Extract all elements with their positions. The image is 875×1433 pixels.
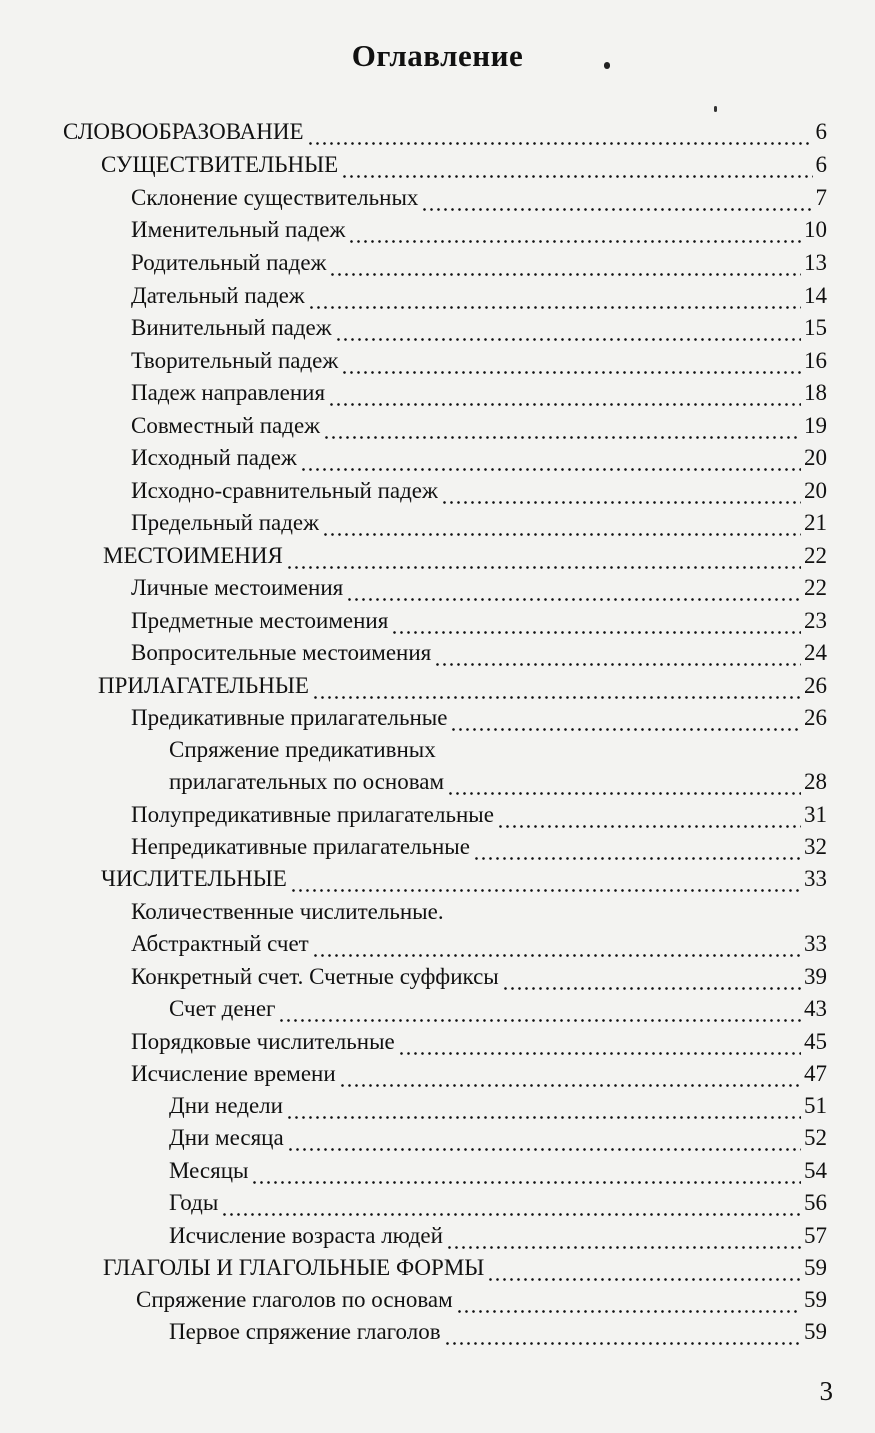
toc-entry-label: Первое спряжение глаголов	[169, 1319, 441, 1344]
toc-entry[interactable]	[131, 702, 827, 734]
toc-page-number: 54	[804, 1158, 827, 1183]
toc-entry[interactable]	[131, 475, 827, 507]
toc-entry[interactable]	[169, 1155, 827, 1187]
toc-entry-label: Порядковые числительные	[131, 1029, 395, 1054]
toc-entry[interactable]	[131, 799, 827, 831]
toc-page-number: 32	[804, 834, 827, 859]
dot-leader	[446, 1220, 801, 1252]
dot-leader	[502, 961, 801, 993]
page-title: Оглавление	[351, 38, 524, 73]
toc-page-number: 57	[804, 1223, 827, 1248]
toc-page-number: 16	[804, 348, 827, 373]
toc-entry-label: Склонение существительных	[131, 185, 419, 210]
toc-entry-label: ГЛАГОЛЫ И ГЛАГОЛЬНЫЕ ФОРМЫ	[103, 1255, 485, 1280]
dot-leader	[339, 1058, 801, 1090]
toc-page-number: 13	[804, 250, 827, 275]
toc-page-number: 26	[804, 673, 827, 698]
toc-page-number: 26	[804, 705, 827, 730]
toc-page-number: 45	[804, 1029, 827, 1054]
toc-entry[interactable]	[131, 182, 827, 214]
toc-entry[interactable]	[131, 605, 827, 637]
dot-leader	[335, 312, 801, 344]
dot-leader	[251, 1155, 801, 1187]
toc-page-number: 14	[804, 283, 827, 308]
toc-page-number: 19	[804, 413, 827, 438]
toc-entry-label: Исчисление возраста людей	[169, 1223, 443, 1248]
toc-entry[interactable]	[103, 540, 827, 572]
toc-page-number: 33	[804, 866, 827, 891]
toc-entry-label: Вопросительные местоимения	[131, 640, 432, 665]
toc-entry-label: Полупредикативные прилагательные	[131, 802, 494, 827]
toc-entry[interactable]	[169, 766, 827, 798]
toc-entry[interactable]	[131, 637, 827, 669]
toc-entry-label: Предикативные прилагательные	[131, 705, 448, 730]
dot-leader	[329, 247, 801, 279]
toc-entry-label: Абстрактный счет	[131, 931, 309, 956]
toc-entry-label: Дни месяца	[169, 1125, 284, 1150]
dot-leader	[497, 799, 801, 831]
toc-entry-label: Спряжение предикативных	[169, 737, 436, 762]
toc-page-number: 6	[815, 119, 827, 144]
toc-entry[interactable]	[131, 1026, 827, 1058]
toc-entry-label: СЛОВООБРАЗОВАНИЕ	[63, 119, 304, 144]
toc-page-number: 28	[804, 769, 827, 794]
toc-entry-label: ПРИЛАГАТЕЛЬНЫЕ	[98, 673, 309, 698]
toc-page-number: 59	[804, 1287, 827, 1312]
dot-leader	[421, 182, 812, 214]
toc-page-number: 18	[804, 380, 827, 405]
toc-entry[interactable]	[101, 149, 827, 181]
dot-leader	[441, 475, 801, 507]
dot-leader	[300, 442, 801, 474]
toc-entry-label: Совместный падеж	[131, 413, 321, 438]
toc-page-number: 20	[804, 478, 827, 503]
toc-entry[interactable]	[98, 670, 827, 702]
toc-page-number: 22	[804, 543, 827, 568]
toc-entry-label: Предельный падеж	[131, 510, 320, 535]
toc-entry[interactable]	[131, 410, 827, 442]
toc-page-number: 56	[804, 1190, 827, 1215]
toc-page-number: 59	[804, 1255, 827, 1280]
toc-entry[interactable]	[131, 280, 827, 312]
toc-page-number: 23	[804, 608, 827, 633]
dot-leader	[323, 410, 801, 442]
toc-entry[interactable]	[63, 116, 827, 148]
toc-entry[interactable]	[131, 1058, 827, 1090]
dot-leader	[312, 928, 801, 960]
toc-entry-label: Винительный падеж	[131, 315, 332, 340]
toc-entry-label: Именительный падеж	[131, 217, 346, 242]
dot-leader	[473, 831, 801, 863]
toc-page-number: 15	[804, 315, 827, 340]
toc-entry-label: Месяцы	[169, 1158, 249, 1183]
toc-page-number: 31	[804, 802, 827, 827]
toc-page-number: 6	[815, 152, 827, 177]
toc-entry[interactable]	[131, 928, 827, 960]
page-number: 3	[819, 1376, 833, 1406]
toc-page-number: 7	[815, 185, 827, 210]
toc-entry-label: прилагательных по основам	[169, 769, 445, 794]
dot-leader	[328, 377, 801, 409]
toc-entry[interactable]	[131, 896, 827, 928]
toc-entry[interactable]	[169, 734, 827, 766]
toc-entry[interactable]	[169, 1316, 827, 1348]
toc-page-number: 52	[804, 1125, 827, 1150]
toc-entry-label: МЕСТОИМЕНИЯ	[103, 543, 283, 568]
ink-speck	[714, 106, 717, 112]
toc-entry[interactable]	[101, 863, 827, 895]
dot-leader	[398, 1026, 801, 1058]
toc-entry[interactable]	[131, 572, 827, 604]
toc-entry-label: Исходно-сравнительный падеж	[131, 478, 438, 503]
toc-entry-label: Дательный падеж	[131, 283, 305, 308]
dot-leader	[444, 1316, 801, 1348]
toc-page-number: 47	[804, 1061, 827, 1086]
toc-entry-label: Исходный падеж	[131, 445, 297, 470]
toc-entry[interactable]	[169, 993, 827, 1025]
dot-leader	[450, 702, 801, 734]
toc-entry-label: Родительный падеж	[131, 250, 327, 275]
toc-entry[interactable]	[169, 1187, 827, 1219]
toc-page-number: 51	[804, 1093, 827, 1118]
dot-leader	[287, 1122, 801, 1154]
toc-entry-label: Творительный падеж	[131, 348, 339, 373]
toc-page-number: 59	[804, 1319, 827, 1344]
dot-leader	[341, 149, 812, 181]
toc-entry-label: Предметные местоимения	[131, 608, 389, 633]
toc-entry-label: ЧИСЛИТЕЛЬНЫЕ	[101, 866, 287, 891]
toc-entry-label: СУЩЕСТВИТЕЛЬНЫЕ	[101, 152, 339, 177]
toc-page-number: 24	[804, 640, 827, 665]
dot-leader	[286, 540, 801, 572]
toc-entry[interactable]	[131, 831, 827, 863]
toc-entry[interactable]	[131, 247, 827, 279]
toc-entry-label: Конкретный счет. Счетные суффиксы	[131, 964, 499, 989]
toc-entry-label: Количественные числительные.	[131, 899, 444, 924]
toc-page-number: 22	[804, 575, 827, 600]
dot-leader	[221, 1187, 801, 1219]
dot-leader	[286, 1090, 801, 1122]
toc-entry-label: Падеж направления	[131, 380, 326, 405]
toc-entry[interactable]	[169, 1090, 827, 1122]
dot-leader	[312, 670, 801, 702]
toc-entry-label: Дни недели	[169, 1093, 283, 1118]
toc-page-number: 10	[804, 217, 827, 242]
dot-leader	[447, 766, 801, 798]
toc-page-number: 21	[804, 510, 827, 535]
dot-leader	[346, 572, 801, 604]
dot-leader	[456, 1284, 801, 1316]
ink-speck	[604, 62, 610, 69]
toc-entry[interactable]	[131, 214, 827, 246]
toc-entry[interactable]	[131, 312, 827, 344]
toc-entry-label: Непредикативные прилагательные	[131, 834, 470, 859]
toc-entry[interactable]	[131, 377, 827, 409]
toc-entry-label: Годы	[169, 1190, 219, 1215]
toc-entry[interactable]	[131, 961, 827, 993]
dot-leader	[341, 345, 801, 377]
dot-leader	[308, 280, 801, 312]
toc-entry-label: Счет денег	[169, 996, 276, 1021]
dot-leader	[348, 214, 801, 246]
toc-entry[interactable]	[169, 1122, 827, 1154]
toc-entry-label: Личные местоимения	[131, 575, 344, 600]
toc-page-number: 39	[804, 964, 827, 989]
toc-entry-label: Исчисление времени	[131, 1061, 336, 1086]
dot-leader	[290, 863, 801, 895]
toc-entry[interactable]	[131, 442, 827, 474]
dot-leader	[278, 993, 801, 1025]
toc-entry[interactable]	[103, 1252, 827, 1284]
toc-entry[interactable]	[131, 345, 827, 377]
toc-page-number: 20	[804, 445, 827, 470]
toc-page-number: 43	[804, 996, 827, 1021]
dot-leader	[322, 507, 801, 539]
toc-entry[interactable]	[169, 1220, 827, 1252]
toc-entry[interactable]	[131, 507, 827, 539]
toc-entry[interactable]	[136, 1284, 827, 1316]
toc-page-number: 33	[804, 931, 827, 956]
toc-entry-label: Спряжение глаголов по основам	[136, 1287, 453, 1312]
dot-leader	[487, 1252, 801, 1284]
dot-leader	[307, 116, 813, 148]
dot-leader	[434, 637, 801, 669]
dot-leader	[391, 605, 801, 637]
